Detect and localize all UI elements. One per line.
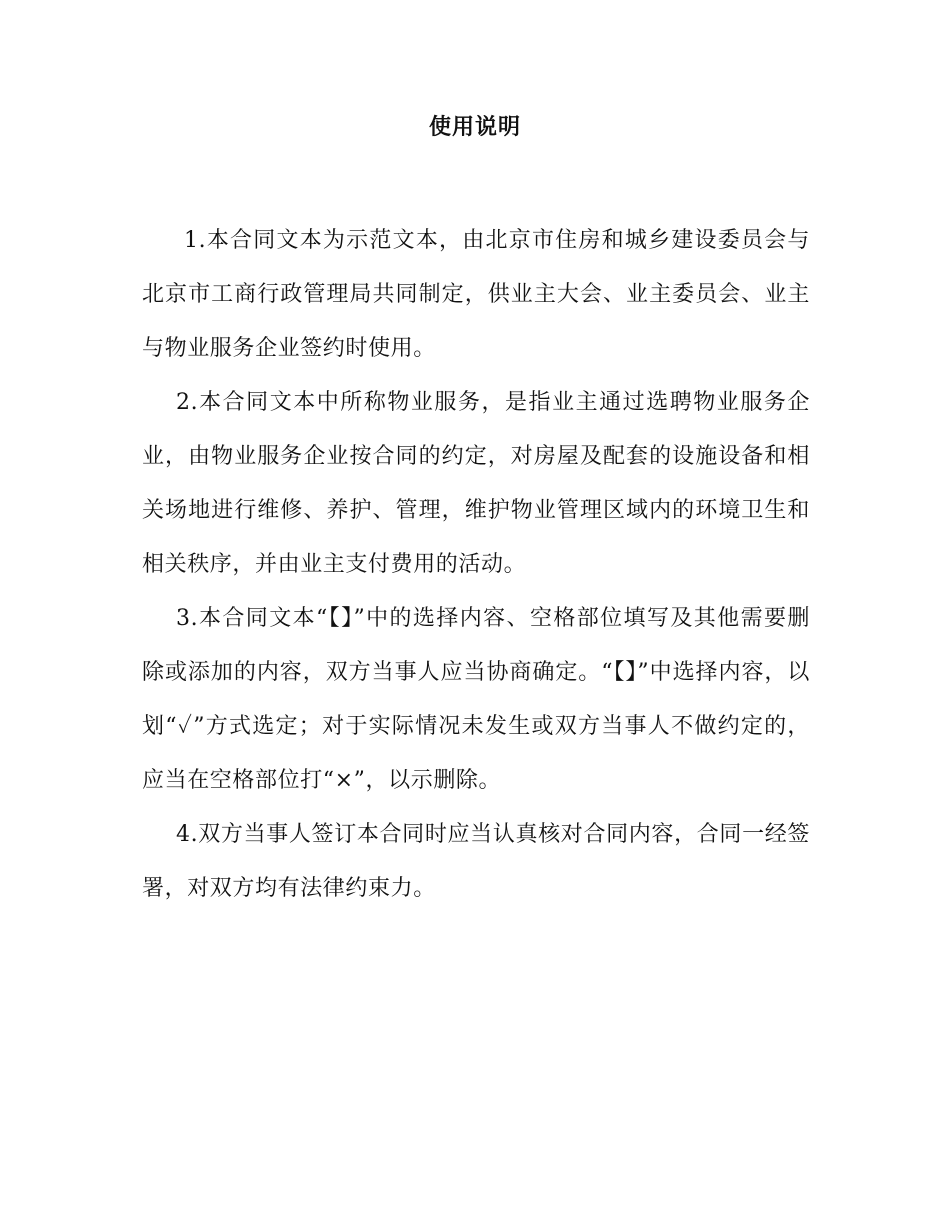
instruction-paragraph-2: 2.本合同文本中所称物业服务，是指业主通过选聘物业服务企业，由物业服务企业按合同的约定，对房屋及配套的设施设备和相关场地进行维修、养护、管理，维护物业管理区域内的环境卫生和相关秩序，并由业主支付费用的活动。: [142, 390, 810, 577]
page-title: 使用说明: [428, 114, 521, 140]
instruction-paragraph-4: 4.双方当事人签订本合同时应当认真核对合同内容，合同一经签署，对双方均有法律约束力。: [142, 822, 810, 901]
instruction-paragraph-3: 3.本合同文本“【】”中的选择内容、空格部位填写及其他需要删除或添加的内容，双方当事人应当协商确定。“【】”中选择内容，以划“✓”方式选定；对于实际情况未发生或双方当事人不做约定的，应当在空格部位打“×”，以示删除。: [142, 606, 810, 793]
instructions-body: [142, 214, 810, 916]
instruction-paragraph-1: 1.本合同文本为示范文本，由北京市住房和城乡建设委员会与北京市工商行政管理局共同制定，供业主大会、业主委员会、业主与物业服务企业签约时使用。: [142, 228, 810, 361]
